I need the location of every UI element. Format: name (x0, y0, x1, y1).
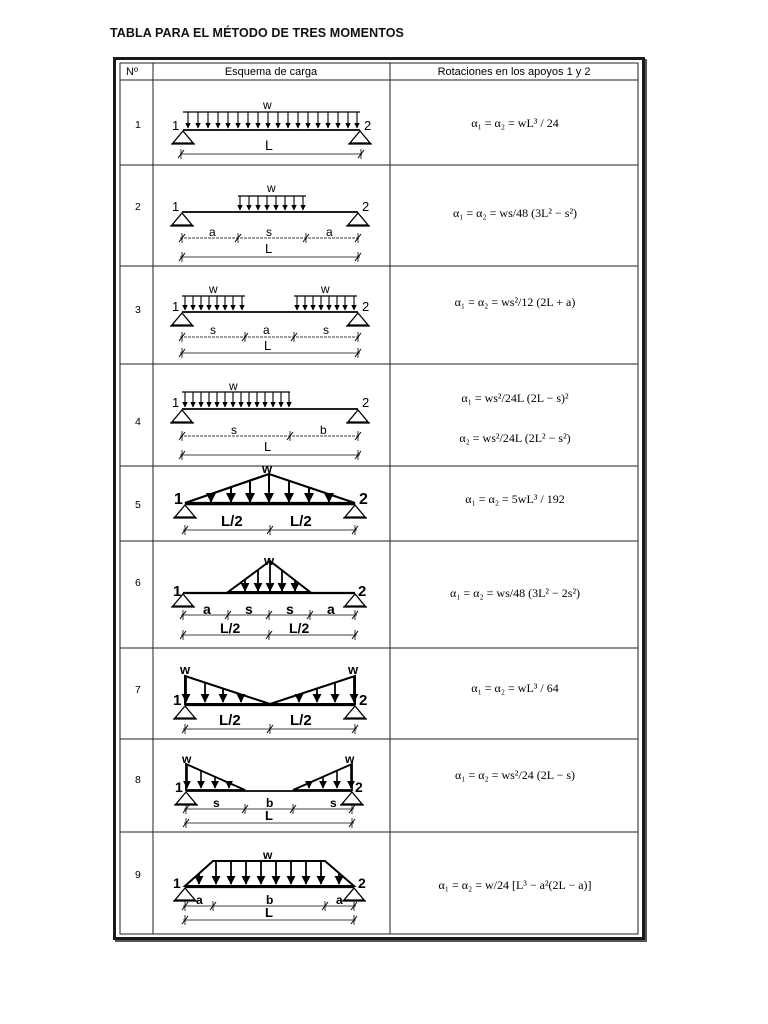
svg-text:L: L (264, 338, 272, 353)
row-number: 8 (135, 774, 141, 786)
svg-text:2: 2 (359, 692, 368, 709)
svg-text:L/2: L/2 (221, 513, 243, 530)
load-diagram-5 (173, 461, 368, 535)
svg-text:w: w (262, 461, 273, 476)
svg-text:a: a (336, 893, 343, 907)
load-diagram-1 (171, 98, 372, 159)
svg-text:w: w (345, 752, 355, 766)
load-diagram-2 (170, 181, 370, 262)
load-diagram-8 (174, 752, 364, 828)
svg-text:2: 2 (362, 299, 370, 314)
svg-text:b: b (266, 893, 274, 907)
svg-text:L: L (265, 808, 273, 823)
rotation-formula: α₁ = α₂ = w/24 [L³ − a²(2L − a)] (438, 878, 592, 892)
row-number: 2 (135, 201, 141, 213)
svg-text:s: s (266, 225, 272, 239)
svg-text:b: b (266, 796, 274, 810)
svg-text:w: w (180, 662, 191, 677)
load-diagram-6 (171, 553, 367, 640)
rotation-formula: α₁ = α₂ = ws/48 (3L² − 2s²) (449, 586, 581, 600)
rotation-formula: α₁ = α₂ = wL³ / 24 (471, 116, 559, 130)
rotation-formula: α₂ = ws²/24L (2L² − s²) (459, 431, 571, 445)
svg-text:a: a (196, 893, 203, 907)
load-diagram-3 (170, 282, 370, 358)
page-title: TABLA PARA EL MÉTODO DE TRES MOMENTOS (110, 26, 404, 40)
svg-text:L: L (264, 439, 272, 454)
row-number: 3 (135, 304, 141, 316)
svg-text:w: w (321, 282, 330, 296)
svg-text:1: 1 (172, 395, 180, 410)
svg-text:a: a (263, 323, 270, 337)
row-number: 7 (135, 684, 141, 696)
svg-text:L/2: L/2 (290, 513, 312, 530)
row-number: 9 (135, 869, 141, 881)
row-number: 5 (135, 499, 141, 511)
svg-text:w: w (209, 282, 218, 296)
svg-text:2: 2 (364, 118, 372, 133)
svg-text:L: L (265, 905, 273, 920)
rotation-formula: α₁ = α₂ = ws/48 (3L² − s²) (452, 206, 578, 220)
svg-text:L/2: L/2 (289, 620, 310, 636)
svg-text:2: 2 (359, 491, 368, 508)
svg-text:1: 1 (172, 118, 180, 133)
svg-text:1: 1 (173, 583, 182, 600)
svg-text:s: s (323, 323, 329, 337)
svg-text:s: s (330, 796, 337, 810)
header-num: Nº (126, 66, 138, 78)
row-number: 6 (135, 577, 141, 589)
svg-text:w: w (263, 98, 272, 112)
svg-text:2: 2 (358, 583, 367, 600)
svg-text:L/2: L/2 (290, 712, 312, 729)
load-diagram-4 (170, 379, 370, 460)
svg-text:a: a (209, 225, 216, 239)
rotation-formula: α₁ = α₂ = wL³ / 64 (471, 681, 559, 695)
rotation-formula: α₁ = α₂ = 5wL³ / 192 (465, 492, 565, 506)
svg-text:L/2: L/2 (220, 620, 241, 636)
svg-text:1: 1 (173, 692, 182, 709)
rotation-formula: α₁ = α₂ = ws²/12 (2L + a) (454, 295, 576, 309)
svg-text:s: s (210, 323, 216, 337)
row-number: 1 (135, 119, 141, 131)
svg-text:L: L (265, 241, 273, 256)
rotation-formula: α₁ = ws²/24L (2L − s)² (461, 391, 569, 405)
svg-text:w: w (229, 379, 238, 393)
svg-text:a: a (327, 601, 335, 617)
svg-text:2: 2 (362, 199, 370, 214)
svg-text:s: s (245, 601, 253, 617)
svg-text:1: 1 (173, 875, 181, 891)
svg-text:w: w (348, 662, 359, 677)
svg-text:s: s (213, 796, 220, 810)
header-rotation: Rotaciones en los apoyos 1 y 2 (437, 66, 591, 78)
svg-text:2: 2 (355, 779, 363, 795)
svg-text:2: 2 (358, 875, 366, 891)
rotation-formula: α₁ = α₂ = ws²/24 (2L − s) (454, 768, 576, 782)
svg-text:w: w (267, 181, 276, 195)
svg-text:a: a (203, 601, 211, 617)
svg-text:b: b (320, 423, 327, 437)
header-scheme: Esquema de carga (224, 66, 318, 78)
load-diagram-7 (173, 662, 367, 734)
svg-text:L: L (265, 137, 273, 153)
svg-text:2: 2 (362, 395, 370, 410)
load-diagram-9 (173, 848, 366, 925)
svg-text:s: s (231, 423, 237, 437)
svg-text:a: a (326, 225, 333, 239)
svg-text:L/2: L/2 (219, 712, 241, 729)
row-number: 4 (135, 416, 141, 428)
svg-text:1: 1 (172, 199, 180, 214)
svg-text:1: 1 (172, 299, 180, 314)
svg-text:w: w (263, 848, 273, 862)
svg-text:1: 1 (174, 491, 183, 508)
svg-text:w: w (264, 553, 275, 568)
svg-text:s: s (286, 601, 294, 617)
svg-text:w: w (182, 752, 192, 766)
svg-text:1: 1 (175, 779, 183, 795)
